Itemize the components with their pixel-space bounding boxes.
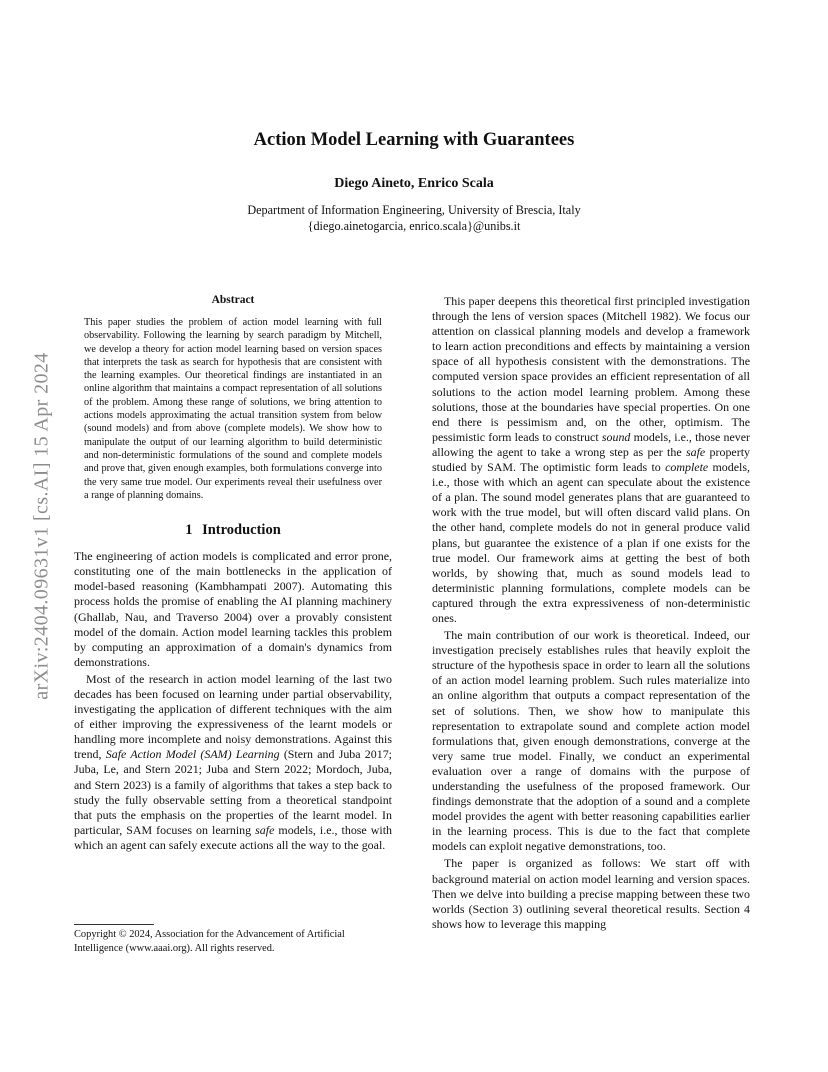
emphasis: safe [685, 444, 706, 459]
author-affiliation-block [0, 202, 828, 234]
intro-paragraph-1: The engineering of action models is complicated and error prone, constituting one of the main bottlenecks in the application of model-based reasoning (Kambhampati 2007). Automating this process holds the promise of enabling the AI planning machinery (Ghallab, Nau, and Traverso 2004) over a provably consistent model of the domain. Action model learning tackles this problem by computing an approximation of a domain's dynamics from demonstrations. [74, 549, 392, 669]
body-paragraph-1 [432, 294, 750, 626]
text-run: models, i.e., those with which an agent can speculate about the existence of a plan. The sound model generates plans that are guaranteed to work with the true model, but will often discard valid plans. On the other hand, complete models do not in general produce valid plans, but guarantee the existence of a plan if one exists for the true model. Our framework aims at getting the best of both worlds, by showing that, much as sound models lead to deterministic planning formulations, complete models can be captured through the extra expressiveness of non-deterministic ones. [432, 460, 750, 625]
text-run: property studied by SAM. The optimistic form leads to [432, 444, 750, 475]
emphasis: safe [255, 822, 275, 837]
author-emails: {diego.ainetogarcia, enrico.scala}@unibs.it [307, 219, 521, 233]
emphasis: sound [601, 429, 631, 444]
right-column [432, 294, 750, 932]
footnote-rule [74, 924, 154, 925]
paper-title: Action Model Learning with Guarantees [253, 130, 575, 150]
emphasis: complete [665, 460, 709, 475]
affiliation: Department of Information Engineering, University of Brescia, Italy [247, 203, 581, 217]
body-paragraph-3: The paper is organized as follows: We start off with background material on action model learning and version spaces. Then we delve into building a precise mapping between these two worlds (Section 3) outlining several theoretical results. Section 4 shows how to leverage this mapping [432, 856, 750, 931]
left-column [74, 294, 392, 853]
text-run: models, i.e., those never allowing the agent to take a wrong step as per the [432, 429, 750, 459]
copyright-footnote: Copyright © 2024, Association for the Advancement of Artificial Intelligence (www.aaai.org). All rights reserved. [74, 929, 345, 954]
body-paragraph-2: The main contribution of our work is theoretical. Indeed, our investigation precisely establishes rules that heavily exploit the structure of the hypothesis space in order to learn all the solutions of an action model learning problem. Such rules materialize into an online algorithm that outputs a compact representation of the set of solutions. Then, we show how to manipulate this representation to extrapolate sound and complete action model formulations that, given enough demonstrations, converge at the very same true model. Finally, we conduct an experimental evaluation over a range of domains with the purpose of understanding the usefulness of the proposed framework. Our findings demonstrate that the adoption of a sound and a complete model provides the agent with better reasoning capabilities earlier in the learning process. This is due to the fact that complete models can exploit negative demonstrations, too. [432, 628, 750, 854]
text-run: models, i.e., those with which an agent can safely execute actions all the way to the goal. [74, 822, 392, 852]
emphasis: Safe Action Model (SAM) Learning [105, 747, 280, 762]
section-heading-introduction: 1 Introduction [185, 522, 281, 539]
text-run: This paper deepens this theoretical first principled investigation through the lens of version spaces (Mitchell 1982). We focus our attention on classical planning models and develop a framework to learn action preconditions and effects by maintaining a version space of all hypothesis consistent with the demonstrations. The computed version space provides an efficient representation of all solutions to the action model learning problem. Among these solutions, those at the boundaries have special properties. On one end there is pessimism and, on the other, optimism. The pessimistic form leads to construct [432, 294, 750, 444]
arxiv-identifier: arXiv:2404.09631v1 [cs.AI] 15 Apr 2024 [30, 352, 53, 700]
abstract-text: This paper studies the problem of action model learning with full observability. Following the learning by search paradigm by Mitchell, we develop a theory for action model learning based on version spaces that interprets the task as search for hypothesis that are consistent with the learning examples. Our theoretical findings are instantiated in an online algorithm that maintains a compact representation of all solutions of the problem. Among these range of solutions, we bring attention to actions models approximating the actual transition system from below (sound models) and from above (complete models). We show how to manipulate the output of our learning algorithm to build deterministic and non-deterministic formulations of the sound and complete models and prove that, given enough examples, both formulations converge into the very same true model. Our experiments reveal their usefulness over a range of planning domains. [84, 317, 382, 501]
paper-authors: Diego Aineto, Enrico Scala [334, 176, 494, 191]
text-run: (Stern and Juba 2017; Juba, Le, and Stern 2021; Juba and Stern 2022; Mordoch, Juba, and Stern 2023) is a family of algorithms that takes a step back to study the fully observable setting from a theoretical standpoint that puts the emphasis on the properties of the learnt model. In particular, SAM focuses on learning [74, 747, 392, 837]
text-run: Most of the research in action model learning of the last two decades has been focused on learning under partial observability, investigating the application of different techniques with the aim of either improving the expressiveness of the learnt models or handling more incomplete and noisy demonstrations. Against this trend, [74, 671, 392, 762]
intro-paragraph-2 [74, 672, 392, 853]
abstract-heading: Abstract [211, 294, 255, 306]
